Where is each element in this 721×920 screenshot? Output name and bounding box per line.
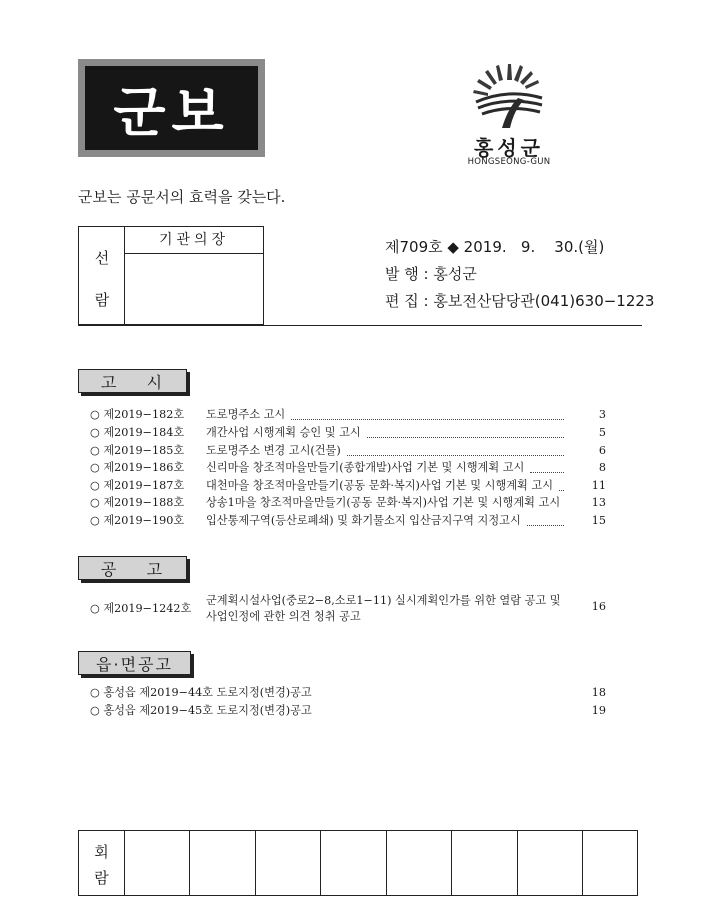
- approval-label-top: 선: [94, 249, 110, 267]
- logo-name-en: HONGSEONG-GUN: [467, 157, 551, 167]
- approval-header: 기관의장: [125, 227, 263, 254]
- notice-title: 입산통제구역(등산로폐쇄) 및 화기물소지 입산금지구역 지정고시: [206, 514, 521, 527]
- notice-title: 대천마을 창조적마을만들기(공동 문화·복지)사업 기본 및 시행계획 고시: [206, 479, 554, 492]
- header-rule: [78, 325, 642, 326]
- notice-number: ○ 제2019−188호: [90, 496, 185, 509]
- toc-row[interactable]: [90, 442, 606, 460]
- leader-dots: [367, 428, 564, 438]
- page-number: 15: [591, 514, 606, 527]
- circulation-cell[interactable]: [256, 831, 321, 895]
- circulation-label-bottom: 람: [94, 869, 109, 887]
- leader-dots: [530, 463, 564, 473]
- approval-box: [78, 226, 264, 325]
- leader-dots: [347, 446, 564, 456]
- legal-notice: 군보는 공문서의 효력을 갖는다.: [78, 188, 286, 206]
- page-number: 3: [598, 408, 606, 421]
- leader-dots: [291, 410, 564, 420]
- circulation-cell[interactable]: [321, 831, 387, 895]
- toc-row[interactable]: [90, 702, 606, 720]
- masthead: [78, 59, 265, 157]
- notice-number: ○ 제2019−182호: [90, 408, 185, 421]
- section-eupmyeon-header: 읍·면공고: [78, 651, 191, 675]
- circulation-cell[interactable]: [452, 831, 518, 895]
- notice-title-line1: 군계획시설사업(중로2−8,소로1−11) 실시계획인가를 위한 열람 공고 및: [206, 594, 561, 607]
- leader-dots: [527, 516, 564, 526]
- page-number: 19: [591, 704, 606, 717]
- toc-row[interactable]: [90, 494, 606, 512]
- circulation-cell[interactable]: [387, 831, 452, 895]
- masthead-title: 군보: [85, 66, 258, 150]
- notice-title: ○ 홍성읍 제2019−44호 도로지정(변경)공고: [90, 686, 312, 699]
- circulation-cell[interactable]: [518, 831, 583, 895]
- toc-row[interactable]: [90, 424, 606, 442]
- notice-title: 도로명주소 변경 고시(건물): [206, 444, 341, 457]
- hongseong-emblem-icon: [468, 58, 548, 130]
- toc-row[interactable]: [90, 684, 606, 702]
- page-number: 18: [591, 686, 606, 699]
- toc-row[interactable]: [90, 477, 606, 495]
- issue-editor: 편 집 : 홍보전산담당관(041)630−1223: [385, 292, 655, 310]
- page-number: 8: [598, 461, 606, 474]
- logo-name: 홍성군: [474, 136, 544, 160]
- toc-row[interactable]: [90, 406, 606, 424]
- notice-number: ○ 제2019−190호: [90, 514, 185, 527]
- circulation-cell[interactable]: [190, 831, 256, 895]
- notice-title: 상송1마을 창조적마을만들기(공동 문화·복지)사업 기본 및 시행계획 고시: [206, 496, 561, 509]
- notice-number: ○ 제2019−185호: [90, 444, 185, 457]
- leader-dots: [559, 481, 564, 491]
- circulation-table: [78, 830, 638, 896]
- toc-row[interactable]: [90, 512, 606, 530]
- notice-title: ○ 홍성읍 제2019−45호 도로지정(변경)공고: [90, 704, 312, 717]
- notice-title-line2: 사업인정에 관한 의견 청취 공고: [206, 610, 361, 623]
- page-number: 13: [591, 496, 606, 509]
- toc-row[interactable]: [90, 459, 606, 477]
- page-number: 6: [598, 444, 606, 457]
- notice-title: 개간사업 시행계획 승인 및 고시: [206, 426, 361, 439]
- notice-number: ○ 제2019−187호: [90, 479, 185, 492]
- page-number: 5: [598, 426, 606, 439]
- notice-title: 신리마을 창조적마을만들기(종합개발)사업 기본 및 시행계획 고시: [206, 461, 525, 474]
- issue-number-date: 제709호 ◆ 2019. 9. 30.(월): [385, 238, 605, 256]
- section-gonggo-header: 공 고: [78, 556, 187, 580]
- notice-number: ○ 제2019−186호: [90, 461, 185, 474]
- notice-number: ○ 제2019−184호: [90, 426, 185, 439]
- circulation-label: [79, 831, 125, 895]
- notice-title: 도로명주소 고시: [206, 408, 286, 421]
- circulation-label-top: 회: [94, 843, 109, 861]
- page-number: 16: [591, 600, 606, 613]
- issue-publisher: 발 행 : 홍성군: [385, 265, 477, 283]
- approval-label-bottom: 람: [94, 291, 110, 309]
- notice-number: ○ 제2019−1242호: [90, 602, 192, 615]
- circulation-cell[interactable]: [583, 831, 637, 895]
- page-number: 11: [591, 479, 606, 492]
- section-gosi-header: 고 시: [78, 369, 187, 393]
- circulation-cell[interactable]: [125, 831, 190, 895]
- toc-row[interactable]: [90, 592, 606, 626]
